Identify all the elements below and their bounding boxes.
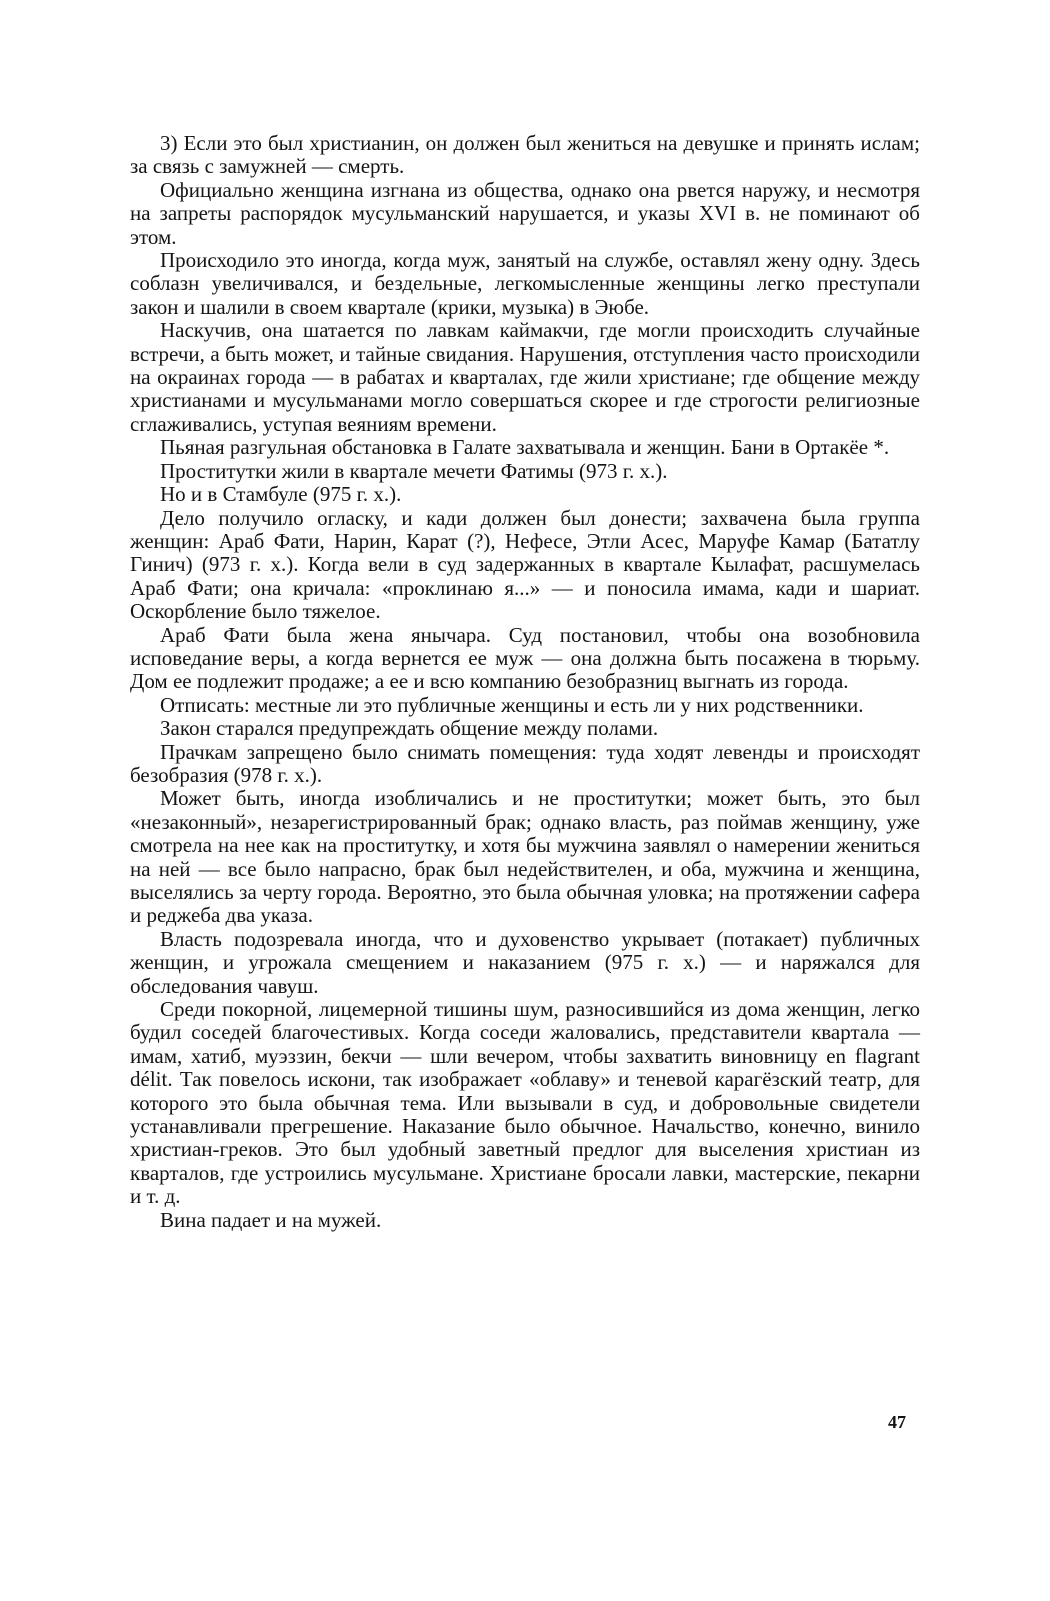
paragraph: 3) Если это был христианин, он должен был жениться на девушке и принять ислам; за связь с замужней — смерть.	[130, 131, 920, 179]
paragraph: Прачкам запрещено было снимать помещения: туда ходят левенды и происходят безобразия (978 г. х.).	[130, 739, 920, 787]
paragraph: Проститутки жили в квартале мечети Фатимы (973 г. х.).	[160, 458, 668, 483]
paragraph: Официально женщина изгнана из общества, однако она рвется наружу, и несмотря на запреты распорядок мусульманский нарушается, и указы XVI в. не поминают об этом.	[130, 177, 920, 249]
paragraph: Но и в Стамбуле (975 г. х.).	[160, 482, 402, 507]
paragraph: Может быть, иногда изобличались и не проститутки; может быть, это был «незаконный», незарегистрированный брак; однако власть, раз поймав женщину, уже смотрела на нее как на проститутку, и хотя бы мужчина заявлял о намерении жениться на ней — все было напрасно, брак был недействителен, и оба, мужчина и женщина, выселялись за черту города. Вероятно, это была обычная уловка; на протяжении сафера и реджеба два указа.	[130, 786, 920, 928]
paragraph: Дело получило огласку, и кади должен был донести; захвачена была группа женщин: Араб Фати, Нарин, Карат (?), Нефесе, Этли Асес, Маруфе Камар (Бататлу Гинич) (973 г. х.). Когда вели в суд задержанных в квартале Кылафат, расшумелась Араб Фати; она кричала: «проклинаю я...» — и поносила имама, кади и шариат. Оскорбление было тяжелое.	[130, 505, 920, 624]
page-number: 47	[888, 1412, 906, 1432]
paragraph: Араб Фати была жена янычара. Суд постановил, чтобы она возобновила исповедание веры, а когда вернется ее муж — она должна быть посажена в тюрьму. Дом ее подлежит продаже; а ее и всю компанию безобразниц выгнать из города.	[130, 622, 920, 694]
paragraph: Отписать: местные ли это публичные женщины и есть ли у них родственники.	[160, 692, 864, 717]
paragraph: Вина падает и на мужей.	[160, 1207, 382, 1232]
paragraph: Власть подозревала иногда, что и духовенство укрывает (потакает) публичных женщин, и угрожала смещением и наказанием (975 г. х.) — и наряжался для обследования чавуш.	[130, 926, 920, 998]
paragraph: Закон старался предупреждать общение между полами.	[160, 716, 659, 741]
paragraph: Пьяная разгульная обстановка в Галате захватывала и женщин. Бани в Ортакёе *.	[160, 435, 890, 460]
paragraph: Наскучив, она шатается по лавкам каймакчи, где могли происходить случайные встречи, а быть может, и тайные свидания. Нарушения, отступления часто происходили на окраинах города — в рабатах и кварталах, где жили христиане; где общение между христианами и мусульманами могло совершаться скорее и где строгости религиозные сглаживались, уступая веяниям времени.	[130, 318, 920, 436]
body-text	[130, 132, 920, 1232]
paragraph: Происходило это иногда, когда муж, занятый на службе, оставлял жену одну. Здесь соблазн увеличивался, и бездельные, легкомысленные женщины легко преступали закон и шалили в своем квартале (крики, музыка) в Эюбе.	[130, 248, 920, 319]
paragraph: Среди покорной, лицемерной тишины шум, разносившийся из дома женщин, легко будил соседей благочестивых. Когда соседи жаловались, представители квартала — имам, хатиб, муэззин, бекчи — шли вечером, чтобы захватить виновницу en flagrant délit. Так повелось искони, так изображает «облаву» и теневой карагёзский театр, для которого это была обычная тема. Или вызывали в суд, и добровольные свидетели устанавливали прегрешение. Наказание было обычное. Начальство, конечно, винило христиан-греков. Это был удобный заветный предлог для выселения христиан из кварталов, где устроились мусульмане. Христиане бросали лавки, мастерские, пекарни и т. д.	[130, 997, 920, 1209]
